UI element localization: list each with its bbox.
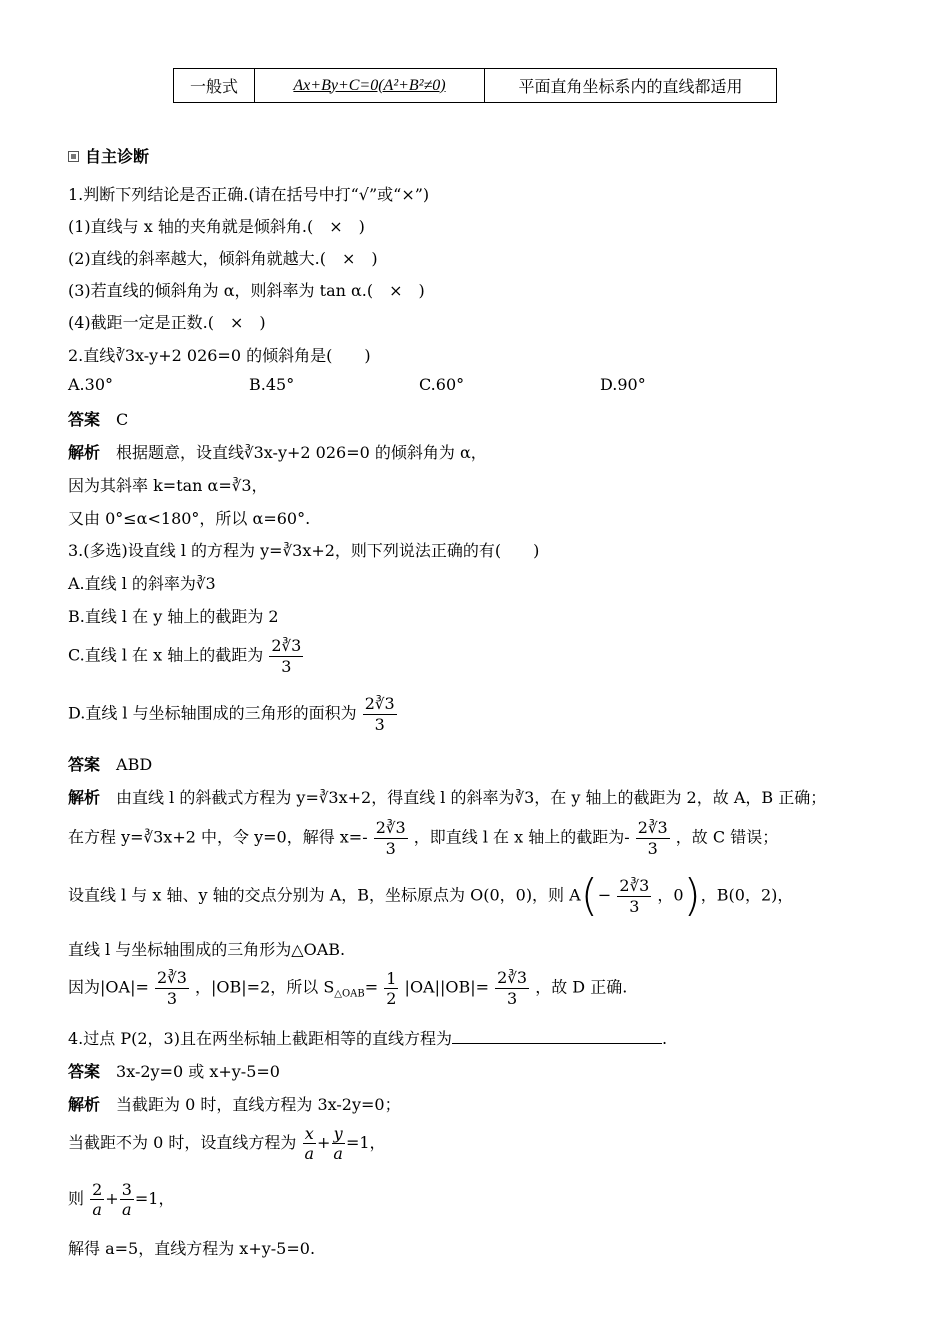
fraction: $\frac{2∛3}{3}$: [271, 636, 302, 676]
fraction: $\frac{2∛3}{3}$: [375, 818, 406, 858]
list-item: (2)直线的斜率越大，倾斜角就越大.( × ): [68, 249, 378, 268]
analysis-line: 解析 根据题意，设直线∛3x-y+2 026=0 的倾斜角为 α，: [68, 443, 487, 462]
option-c: C.60°: [419, 375, 465, 394]
question-stem: 4.过点 P(2，3)且在两坐标轴上截距相等的直线方程为 .: [68, 1029, 668, 1048]
section-title: 自主诊断: [68, 144, 149, 167]
fraction: $\frac{x}{a}$: [304, 1124, 314, 1163]
option-c: C.直线 l 在 x 轴上的截距为 $\frac{2∛3}{3}$: [68, 636, 302, 676]
analysis-line: 解得 a=5，直线方程为 x+y-5=0.: [68, 1239, 316, 1258]
fraction: $\frac{2∛3}{3}$: [156, 968, 187, 1008]
fraction: $\frac{1}{2}$: [386, 968, 397, 1008]
analysis-line: 在方程 y=∛3x+2 中，令 y=0，解得 x=- $\frac{2∛3}{3}$ ，即直线 l 在 x 轴上的截距为- $\frac{2∛3}{3}$ ，故 C 错误；: [68, 818, 779, 858]
option-d: D.直线 l 与坐标轴围成的三角形的面积为 $\frac{2∛3}{3}$: [68, 694, 395, 734]
option-b: B.直线 l 在 y 轴上的截距为 2: [68, 607, 279, 626]
question-stem: 1.判断下列结论是否正确.(请在括号中打“√”或“×”): [68, 185, 430, 204]
fraction: $\frac{2}{a}$: [92, 1180, 103, 1219]
table-cell: 平面直角坐标系内的直线都适用: [485, 69, 777, 103]
analysis-line: 因为|OA|= $\frac{2∛3}{3}$ ，|OB|=2，所以 $S_{\triangle OAB}=$ $\frac{1}{2}$ |OA||OB|= $\frac{2∛3}{3}$ ，故 D 正确.: [68, 968, 628, 1008]
analysis-line: 因为其斜率 k=tan α=∛3，: [68, 476, 268, 495]
analysis-line: 解析 当截距为 0 时，直线方程为 3x-2y=0；: [68, 1095, 401, 1114]
list-item: (4)截距一定是正数.( × ): [68, 313, 266, 332]
question-stem: 2.直线∛3x-y+2 026=0 的倾斜角是( ): [68, 346, 371, 365]
radical-sign: ∛: [115, 347, 125, 365]
table-row: [174, 69, 777, 103]
answer-blank[interactable]: [452, 1029, 662, 1044]
formula-table: [173, 68, 777, 103]
analysis-line: 则 $\frac{2}{a}$ + $\frac{3}{a}$ =1，: [68, 1180, 175, 1219]
answer-line: 答案 C: [68, 410, 129, 429]
analysis-line: 又由 0°≤α<180°，所以 α=60°.: [68, 509, 311, 528]
section-icon: [68, 151, 79, 162]
table-cell: Ax+By+C=0(A²+B²≠0): [255, 69, 485, 103]
fraction: $\frac{2∛3}{3}$: [619, 876, 650, 916]
option-a: A.30°: [68, 375, 113, 394]
fraction: $\frac{2∛3}{3}$: [364, 694, 395, 734]
option-a: A.直线 l 的斜率为∛3: [68, 574, 216, 593]
answer-line: 答案 ABD: [68, 755, 153, 774]
option-b: B.45°: [249, 375, 295, 394]
fraction: $\frac{2∛3}{3}$: [637, 818, 668, 858]
fraction: $\frac{3}{a}$: [121, 1180, 132, 1219]
list-item: (1)直线与 x 轴的夹角就是倾斜角.( × ): [68, 217, 365, 236]
analysis-line: 设直线 l 与 x 轴、y 轴的交点分别为 A，B，坐标原点为 O(0，0)，则 A(− $\frac{2∛3}{3}$ ，0)，B(0，2)，: [68, 870, 794, 921]
analysis-line: 直线 l 与坐标轴围成的三角形为△OAB.: [68, 940, 346, 959]
analysis-line: 当截距不为 0 时，设直线方程为 $\frac{x}{a}$ + $\frac{y}{a}$ =1，: [68, 1124, 386, 1163]
analysis-line: 解析 由直线 l 的斜截式方程为 y=∛3x+2，得直线 l 的斜率为∛3，在 y 轴上的截距为 2，故 A，B 正确；: [68, 788, 827, 807]
list-item: (3)若直线的倾斜角为 α，则斜率为 tan α.( × ): [68, 281, 425, 300]
fraction: $\frac{2∛3}{3}$: [497, 968, 528, 1008]
answer-line: 答案 3x-2y=0 或 x+y-5=0: [68, 1062, 280, 1081]
question-stem: 3.(多选)设直线 l 的方程为 y=∛3x+2，则下列说法正确的有( ): [68, 541, 540, 560]
table-cell: 一般式: [174, 69, 255, 103]
option-d: D.90°: [600, 375, 646, 394]
fraction: $\frac{y}{a}$: [333, 1124, 343, 1163]
